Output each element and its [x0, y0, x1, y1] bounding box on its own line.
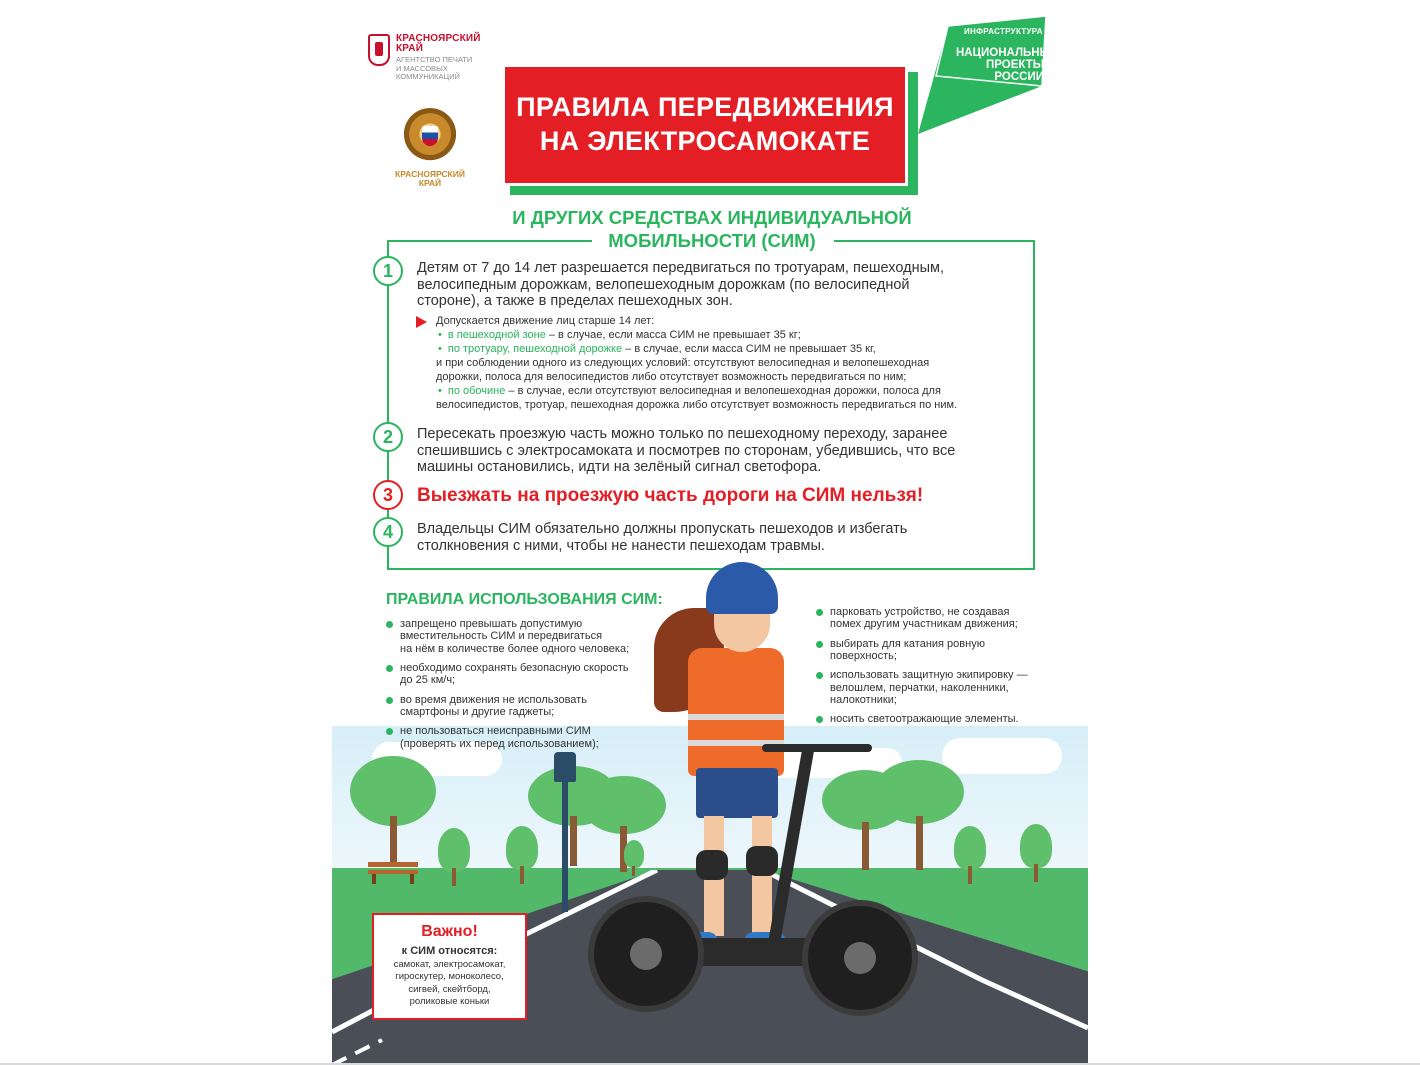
- krasnoyarsk-agency-logo: [368, 34, 481, 82]
- usage-rules-heading: ПРАВИЛА ИСПОЛЬЗОВАНИЯ СИМ:: [386, 591, 663, 608]
- list-item: запрещено превышать допустимую вместительность СИМ и передвигаться на нём в количестве более одного человека;: [386, 618, 666, 655]
- sub-item-2-continued: и при соблюдении одного из следующих условий: отсутствуют велосипедная и велопешеходная дорожки, полоса для велосипедистов либо отсутствует возможность передвигаться по ним;: [436, 357, 930, 384]
- rule-number-4: 4: [373, 517, 403, 547]
- reflective-stripe: [688, 714, 784, 720]
- important-title: Важно!: [421, 923, 478, 940]
- list-item: необходимо сохранять безопасную скорость до 25 км/ч;: [386, 662, 666, 687]
- sub-rules-head: Допускается движение лиц старше 14 лет:: [436, 315, 655, 327]
- important-list: самокат, электросамокат, гироскутер, моноколесо, сигвей, скейтборд, роликовые коньки: [393, 959, 506, 1008]
- sub-item-3-text: – в случае, если отсутствуют велосипедная и велопешеходная дорожки, полоса для: [505, 385, 941, 398]
- important-box: [372, 913, 527, 1020]
- knee-pad-icon: [746, 846, 778, 876]
- gibdd-emblem-icon: [401, 108, 459, 166]
- red-arrow-icon: [416, 316, 427, 328]
- girl-leg: [752, 816, 772, 936]
- sub-item-1-label: в пешеходной зоне: [447, 329, 546, 342]
- subtitle-line-2: МОБИЛЬНОСТИ (СИМ): [602, 230, 821, 251]
- poster: [332, 0, 1088, 1065]
- safety-vest: [688, 648, 784, 776]
- coat-of-arms-icon: [368, 34, 390, 66]
- important-subtitle: к СИМ относятся:: [401, 945, 498, 957]
- title-box: [502, 64, 908, 186]
- tree: [624, 840, 644, 876]
- rule-number-2: 2: [373, 422, 403, 452]
- bullet-icon: •: [438, 385, 442, 398]
- sub-item-2-text: – в случае, если масса СИМ не превышает 35 кг,: [622, 343, 876, 356]
- rule-number-1: 1: [373, 256, 403, 286]
- tree: [438, 828, 470, 886]
- rule-4-text: Владельцы СИМ обязательно должны пропускать пешеходов и избегать столкновения с ними, чтобы не нанести пешеходам травмы.: [417, 521, 908, 554]
- gibdd-label: КРАСНОЯРСКИЙ КРАЙ: [395, 169, 465, 189]
- scooter-wheel-rear: [588, 896, 704, 1012]
- scooter-handlebar: [762, 744, 872, 752]
- sub-item-2-label: по тротуару, пешеходной дорожке: [447, 343, 623, 356]
- list-item: во время движения не использовать смартфоны и другие гаджеты;: [386, 694, 666, 719]
- girl-shorts: [696, 768, 778, 818]
- bullet-icon: •: [438, 329, 442, 342]
- rule-2-text: Пересекать проезжую часть можно только по пешеходному переходу, заранее спешившись с электросамоката и посмотрев по сторонам, убедившись, что все машины остановились, идти на зелёный сигнал светофора.: [417, 426, 956, 476]
- rule-3-text: Выезжать на проезжую часть дороги на СИМ нельзя!: [417, 485, 924, 506]
- tree: [1020, 824, 1052, 882]
- gibdd-logo: [376, 108, 484, 189]
- scooter-wheel-front: [802, 900, 918, 1016]
- list-item: парковать устройство, не создавая помех другим участникам движения;: [816, 606, 1066, 631]
- sub-item-3-continued: велосипедистов, тротуар, пешеходная дорожка либо отсутствует возможность передвигаться по ним.: [436, 399, 958, 412]
- rule-1-details: [436, 314, 996, 413]
- rule-number-3: 3: [373, 480, 403, 510]
- gov-title: КРАСНОЯРСКИЙ КРАЙ: [396, 33, 481, 54]
- street-lamp-pole: [562, 772, 568, 912]
- bullet-icon: •: [438, 343, 442, 356]
- tree: [506, 826, 538, 884]
- rule-1-text: Детям от 7 до 14 лет разрешается передвигаться по тротуарам, пешеходным, велосипедным дорожкам, велопешеходным дорожкам (по велосипедной стороне), а также в пределах пешеходных зон.: [417, 260, 945, 310]
- list-item: носить светоотражающие элементы.: [816, 713, 1066, 725]
- poster-title: ПРАВИЛА ПЕРЕДВИЖЕНИЯ НА ЭЛЕКТРОСАМОКАТЕ: [516, 92, 894, 156]
- usage-rules-right: [816, 606, 1066, 733]
- national-projects-category: ИНФРАСТРУКТУРА: [964, 27, 1043, 36]
- list-item: не пользоваться неисправными СИМ (проверять их перед использованием);: [386, 725, 666, 750]
- sub-item-3-label: по обочине: [447, 385, 506, 398]
- national-projects-title: НАЦИОНАЛЬНЫЕ ПРОЕКТЫ РОССИИ: [956, 47, 1059, 84]
- list-item: выбирать для катания ровную поверхность;: [816, 638, 1066, 663]
- subtitle-line-1: И ДРУГИХ СРЕДСТВАХ ИНДИВИДУАЛЬНОЙ: [512, 207, 912, 228]
- knee-pad-icon: [696, 850, 728, 880]
- bench-icon: [366, 860, 420, 884]
- usage-rules-left: [386, 618, 666, 757]
- gov-subtitle: АГЕНТСТВО ПЕЧАТИ И МАССОВЫХ КОММУНИКАЦИЙ: [396, 55, 473, 82]
- sub-item-1-text: – в случае, если масса СИМ не превышает 35 кг;: [545, 329, 801, 342]
- tree: [954, 826, 986, 884]
- tree: [350, 756, 436, 866]
- tree: [874, 760, 964, 870]
- list-item: использовать защитную экипировку — велошлем, перчатки, наколенники, налокотники;: [816, 669, 1066, 706]
